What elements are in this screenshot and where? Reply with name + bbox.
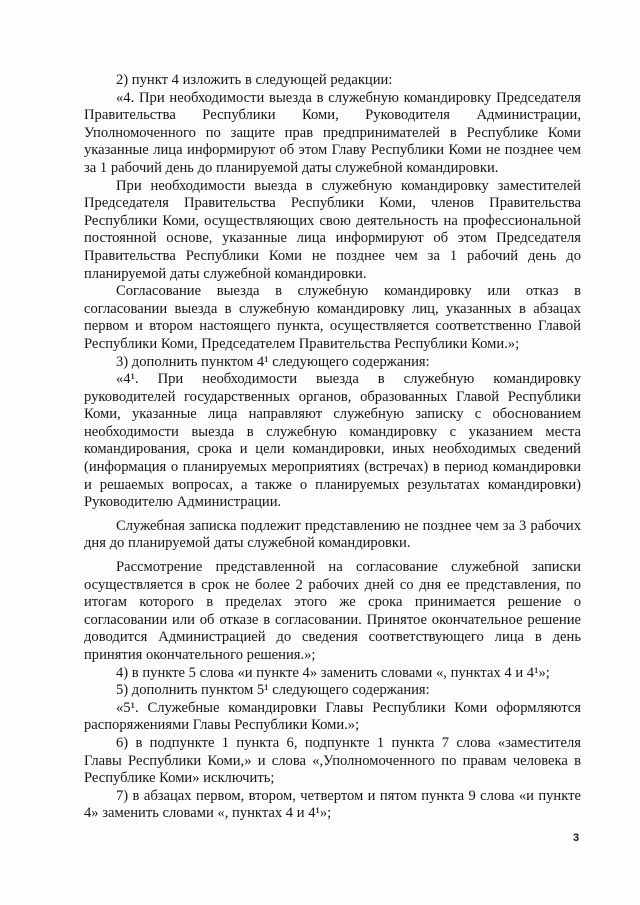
paragraph-item2: 2) пункт 4 изложить в следующей редакции: <box>116 72 393 88</box>
paragraph-item3: 3) дополнить пунктом 4¹ следующего содержания: <box>116 353 430 370</box>
paragraph-item5-1: «5¹. Служебные командировки Главы Республики Коми оформляются распоряжениями Главы Республики Коми.»; <box>84 699 581 734</box>
paragraph-item4-second: При необходимости выезда в служебную командировку заместителей Председателя Правительства Республики Коми, членов Правительства Республики Коми, осуществляющих свою деятельность на профессиональной постоянной основе, указанные лица информируют об этом Председателя Правительства Республики Коми не позднее чем за 1 рабочий день до планируемой даты служебной командировки. <box>84 177 581 282</box>
paragraph-item4-third: Согласование выезда в служебную командировку или отказ в согласовании выезда в служебную командировку лиц, указанных в абзацах первом и втором настоящего пункта, осуществляется соответственно Главой Республики Коми, Председателем Правительства Республики Коми.»; <box>84 283 581 352</box>
document-body <box>84 72 581 823</box>
paragraph-item5: 5) дополнить пунктом 5¹ следующего содержания: <box>116 682 430 699</box>
paragraph-item4-1-third: Рассмотрение представленной на согласование служебной записки осуществляется в срок не более 2 рабочих дней со дня ее представления, по итогам которого в пределах этого же срока принимается решение о согласовании или об отказе в согласовании. Принятое окончательное решение доводится Администрацией до сведения соответствующего лица в день принятия окончательного решения.»; <box>84 559 581 663</box>
paragraph-item4-amend: 4) в пункте 5 слова «и пункте 4» заменить словами «, пунктах 4 и 4¹»; <box>116 664 550 681</box>
paragraph-item4-1-first: «4¹. При необходимости выезда в служебную командировку руководителей государственных органов, образованных Главой Республики Коми, указанные лица направляют служебную записку с обоснованием необходимости выезда в служебную командировку с указанием места командирования, срока и цели командировки, иных необходимых сведений (информация о планируемых мероприятиях (встречах) в период командировки и решаемых вопросах, а также о планируемых результатах командировки) Руководителю Администрации. <box>84 371 581 511</box>
paragraph-item4-1-second: Служебная записка подлежит представлению не позднее чем за 3 рабочих дня до планируемой даты служебной командировки. <box>84 517 581 552</box>
paragraph-item6: 6) в подпункте 1 пункта 6, подпункте 1 пункта 7 слова «заместителя Главы Республики Коми,» и слова «,Уполномоченного по правам человека в Республике Коми» исключить; <box>84 734 581 787</box>
paragraph-item7: 7) в абзацах первом, втором, четвертом и пятом пункта 9 слова «и пункте 4» заменить словами «, пунктах 4 и 4¹»; <box>84 787 581 822</box>
paragraph-item4-first: «4. При необходимости выезда в служебную командировку Председателя Правительства Республики Коми, Руководителя Администрации, Уполномоченного по защите прав предпринимателей в Республике Коми указанные лица информируют об этом Главу Республики Коми не позднее чем за 1 рабочий день до планируемой даты служебной командировки. <box>84 89 581 176</box>
page-number: 3 <box>573 832 580 844</box>
